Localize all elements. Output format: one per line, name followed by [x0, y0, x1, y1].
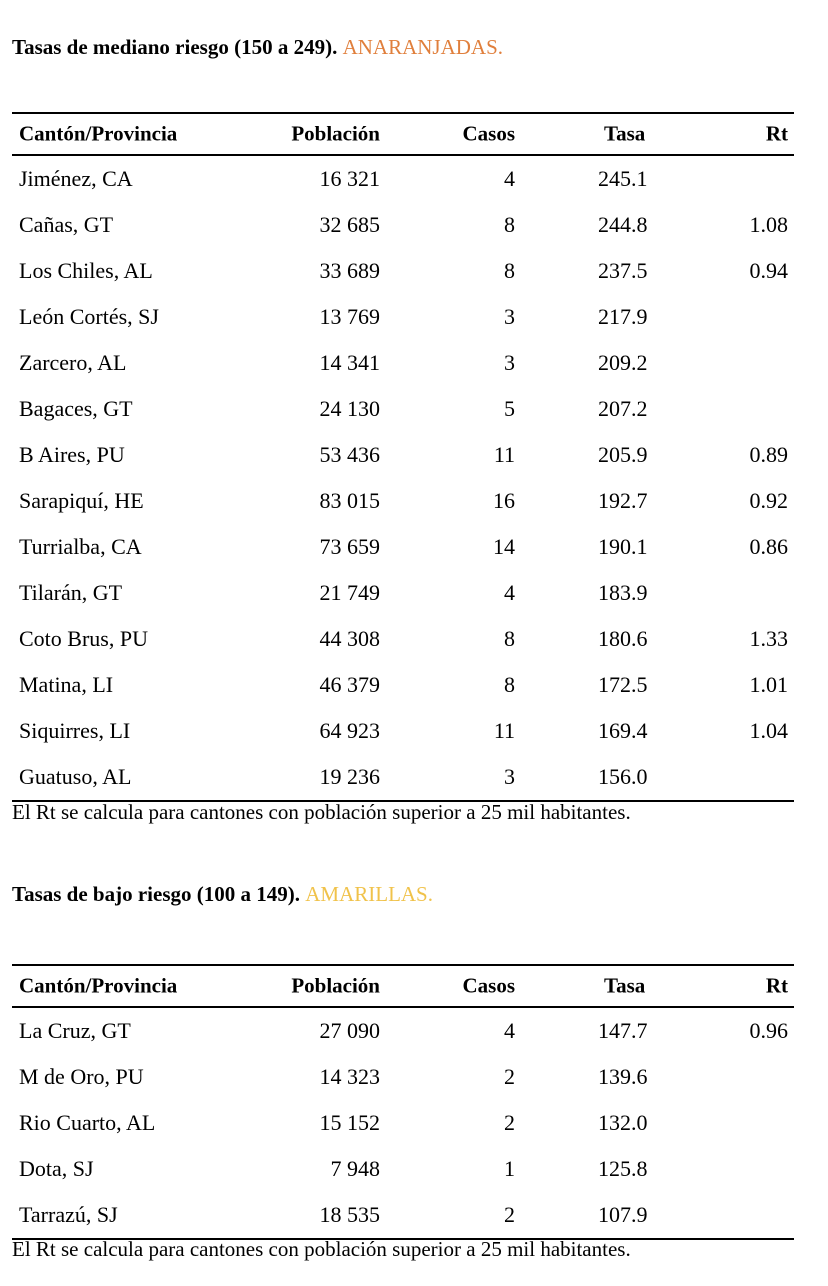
rate-cell: 237.5 [598, 258, 648, 283]
rate-cell: 132.0 [598, 1110, 648, 1135]
table-row [12, 340, 794, 386]
table-row [12, 202, 794, 248]
population-cell: 27 090 [319, 1018, 380, 1043]
table-header-row [12, 966, 794, 1008]
canton-cell: Coto Brus, PU [19, 626, 148, 651]
rate-cell: 147.7 [598, 1018, 648, 1043]
canton-cell: León Cortés, SJ [19, 304, 159, 329]
header-canton: Cantón/Provincia [19, 973, 178, 998]
population-cell: 33 689 [319, 258, 380, 283]
header-cases: Casos [462, 973, 515, 998]
cases-cell: 8 [504, 258, 515, 283]
rt-cell: 0.96 [749, 1018, 788, 1043]
rate-cell: 183.9 [598, 580, 648, 605]
canton-cell: Cañas, GT [19, 212, 114, 237]
table-row [12, 754, 794, 800]
medium-risk-table [12, 112, 794, 802]
low-risk-rows [12, 1008, 794, 1238]
rate-cell: 125.8 [598, 1156, 648, 1181]
rate-cell: 139.6 [598, 1064, 648, 1089]
rate-cell: 107.9 [598, 1202, 648, 1227]
population-cell: 46 379 [319, 672, 380, 697]
header-rate: Tasa [604, 121, 646, 146]
rate-cell: 156.0 [598, 764, 648, 789]
table-row [12, 1100, 794, 1146]
population-cell: 14 323 [319, 1064, 380, 1089]
header-rt: Rt [765, 973, 788, 998]
table-row [12, 386, 794, 432]
rt-cell: 1.33 [749, 626, 788, 651]
population-cell: 19 236 [319, 764, 380, 789]
table-row [12, 1146, 794, 1192]
section1-note: El Rt se calcula para cantones con población superior a 25 mil habitantes. [12, 800, 631, 824]
canton-cell: Siquirres, LI [19, 718, 131, 743]
cases-cell: 2 [504, 1064, 515, 1089]
population-cell: 14 341 [319, 350, 380, 375]
cases-cell: 11 [493, 718, 515, 743]
cases-cell: 14 [493, 534, 515, 559]
rate-cell: 169.4 [598, 718, 648, 743]
table-row [12, 478, 794, 524]
section1-heading [12, 35, 503, 60]
canton-cell: Tilarán, GT [19, 580, 123, 605]
header-canton: Cantón/Provincia [19, 121, 178, 146]
canton-cell: M de Oro, PU [19, 1064, 144, 1089]
cases-cell: 3 [504, 304, 515, 329]
section2-accent: AMARILLAS. [305, 882, 433, 906]
cases-cell: 8 [504, 672, 515, 697]
header-cases: Casos [462, 121, 515, 146]
population-cell: 64 923 [319, 718, 380, 743]
table-row [12, 662, 794, 708]
cases-cell: 8 [504, 626, 515, 651]
canton-cell: Bagaces, GT [19, 396, 133, 421]
canton-cell: Rio Cuarto, AL [19, 1110, 156, 1135]
rate-cell: 190.1 [598, 534, 648, 559]
population-cell: 44 308 [319, 626, 380, 651]
canton-cell: Matina, LI [19, 672, 114, 697]
header-population: Población [291, 121, 380, 146]
table-row [12, 1054, 794, 1100]
section1-title: Tasas de mediano riesgo (150 a 249). [12, 35, 338, 59]
population-cell: 24 130 [319, 396, 380, 421]
section1-accent: ANARANJADAS. [342, 35, 504, 59]
canton-cell: Dota, SJ [19, 1156, 94, 1181]
cases-cell: 2 [504, 1202, 515, 1227]
table-row [12, 1192, 794, 1238]
rt-cell: 0.86 [749, 534, 788, 559]
table-row [12, 616, 794, 662]
cases-cell: 3 [504, 350, 515, 375]
population-cell: 15 152 [319, 1110, 380, 1135]
rate-cell: 244.8 [598, 212, 648, 237]
canton-cell: B Aires, PU [19, 442, 125, 467]
low-risk-table [12, 964, 794, 1240]
population-cell: 73 659 [319, 534, 380, 559]
table-row [12, 570, 794, 616]
rate-cell: 209.2 [598, 350, 648, 375]
canton-cell: Tarrazú, SJ [19, 1202, 118, 1227]
rt-cell: 0.92 [749, 488, 788, 513]
table-row [12, 248, 794, 294]
canton-cell: Zarcero, AL [19, 350, 127, 375]
rt-cell: 0.89 [749, 442, 788, 467]
rt-cell: 1.08 [749, 212, 788, 237]
table-row [12, 708, 794, 754]
cases-cell: 11 [493, 442, 515, 467]
table-row [12, 156, 794, 202]
rate-cell: 207.2 [598, 396, 648, 421]
table-row [12, 294, 794, 340]
population-cell: 32 685 [319, 212, 380, 237]
population-cell: 13 769 [319, 304, 380, 329]
table-header-row [12, 114, 794, 156]
canton-cell: Sarapiquí, HE [19, 488, 144, 513]
rate-cell: 180.6 [598, 626, 648, 651]
section2-title: Tasas de bajo riesgo (100 a 149). [12, 882, 300, 906]
rate-cell: 192.7 [598, 488, 648, 513]
canton-cell: La Cruz, GT [19, 1018, 131, 1043]
cases-cell: 4 [504, 580, 515, 605]
table-row [12, 432, 794, 478]
rate-cell: 172.5 [598, 672, 648, 697]
population-cell: 21 749 [319, 580, 380, 605]
population-cell: 18 535 [319, 1202, 380, 1227]
cases-cell: 16 [493, 488, 515, 513]
cases-cell: 4 [504, 166, 515, 191]
header-rate: Tasa [604, 973, 646, 998]
header-population: Población [291, 973, 380, 998]
medium-risk-rows [12, 156, 794, 800]
table-row [12, 524, 794, 570]
population-cell: 53 436 [319, 442, 380, 467]
population-cell: 16 321 [319, 166, 380, 191]
rt-cell: 1.04 [749, 718, 788, 743]
canton-cell: Turrialba, CA [19, 534, 142, 559]
cases-cell: 3 [504, 764, 515, 789]
cases-cell: 2 [504, 1110, 515, 1135]
rt-cell: 1.01 [749, 672, 788, 697]
cases-cell: 1 [504, 1156, 515, 1181]
canton-cell: Jiménez, CA [19, 166, 133, 191]
canton-cell: Los Chiles, AL [19, 258, 153, 283]
rt-cell: 0.94 [749, 258, 788, 283]
section2-note: El Rt se calcula para cantones con población superior a 25 mil habitantes. [12, 1237, 631, 1261]
section2-heading [12, 882, 433, 907]
cases-cell: 4 [504, 1018, 515, 1043]
cases-cell: 8 [504, 212, 515, 237]
rate-cell: 217.9 [598, 304, 648, 329]
canton-cell: Guatuso, AL [19, 764, 132, 789]
rate-cell: 205.9 [598, 442, 648, 467]
table-row [12, 1008, 794, 1054]
population-cell: 83 015 [319, 488, 380, 513]
rate-cell: 245.1 [598, 166, 648, 191]
header-rt: Rt [765, 121, 788, 146]
cases-cell: 5 [504, 396, 515, 421]
population-cell: 7 948 [330, 1156, 380, 1181]
